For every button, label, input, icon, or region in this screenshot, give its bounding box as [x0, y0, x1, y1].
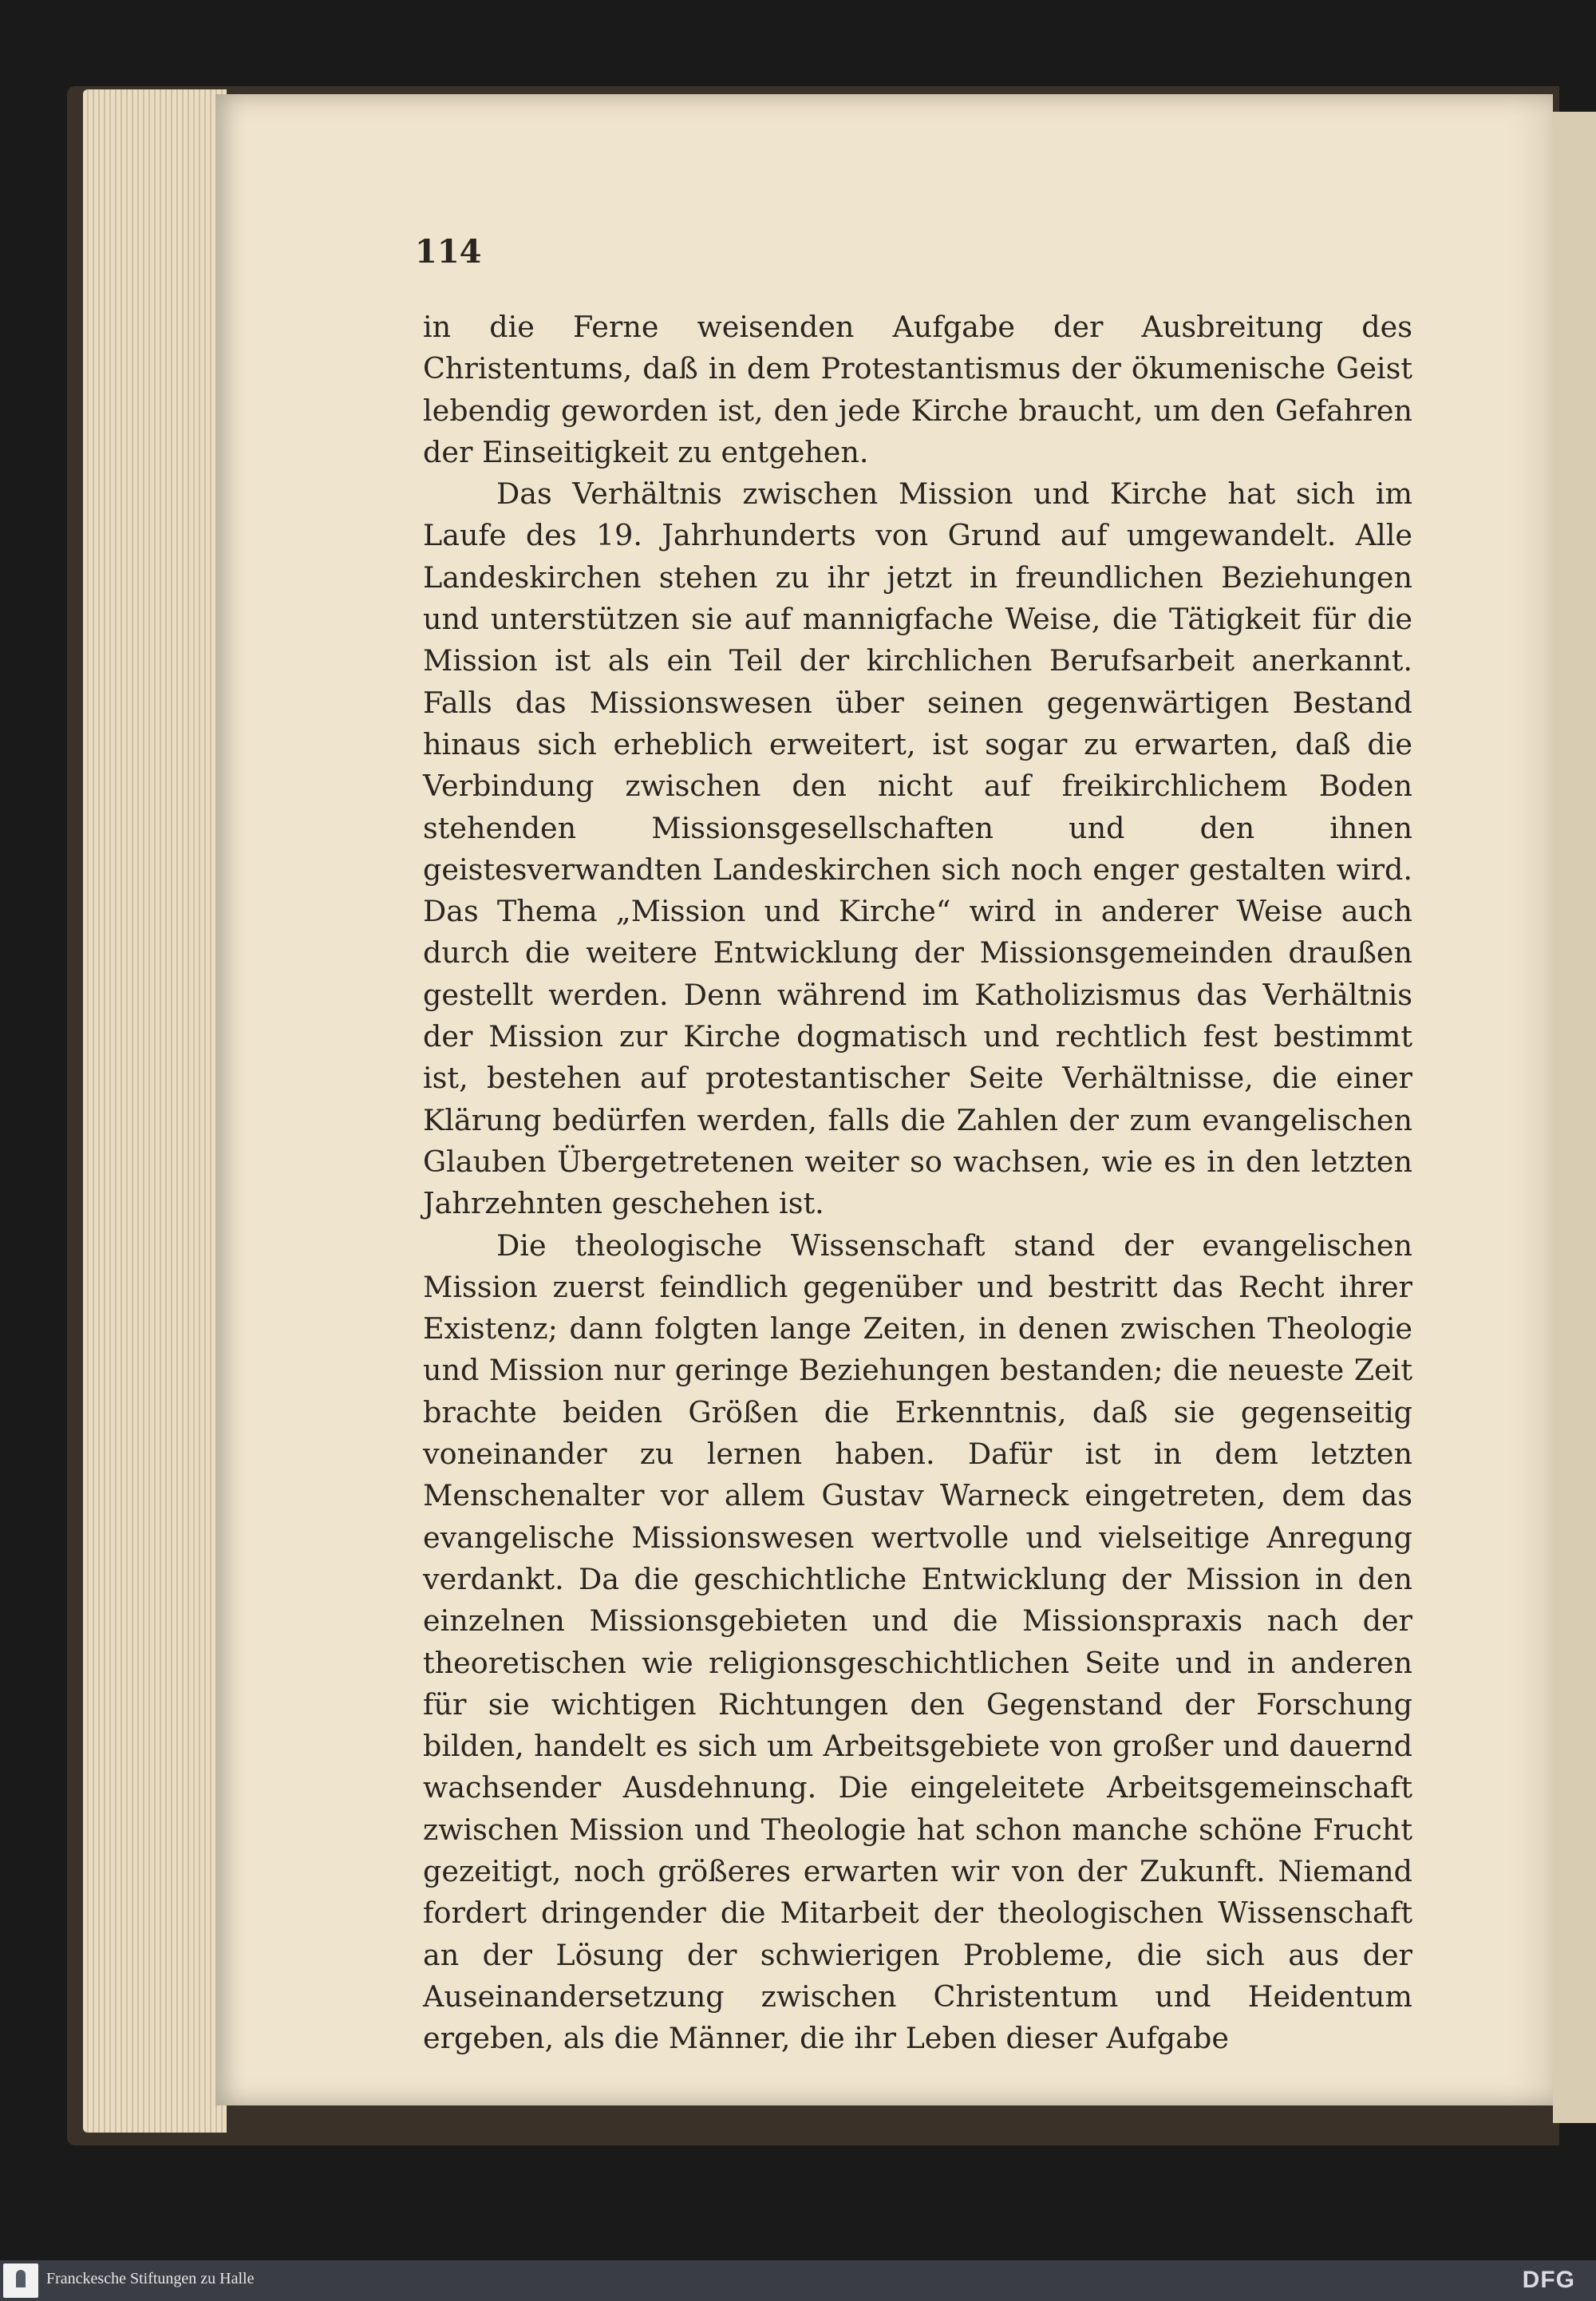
institution-logo-icon — [3, 2263, 38, 2298]
dfg-logo: DFG — [1522, 2267, 1575, 2293]
institution-name: Franckesche Stiftungen zu Halle — [46, 2270, 255, 2287]
paragraph-3: Die theologische Wissenschaft stand der evangelischen Mission zuerst feindlich gegenüber und bestritt das Recht ihrer Existenz; dann folgten lange Zeiten, in denen zwischen Theologie und Mission nur geringe Beziehungen bestanden; die neueste Zeit brachte beiden Größen die Erkenntnis, daß sie gegenseitig voneinander zu lernen haben. Dafür ist in dem letzten Menschenalter vor allem Gustav Warneck eingetreten, dem das evangelische Missionswesen wertvolle und vielseitige Anregung verdankt. Da die geschichtliche Entwicklung der Mission in den einzelnen Missionsgebieten und die Missionspraxis nach der theoretischen wie religionsgeschichtlichen Seite und in anderen für sie wichtigen Richtungen den Gegenstand der Forschung bilden, handelt es sich um Arbeitsgebiete von großer und dauernd wachsender Ausdehnung. Die eingeleitete Arbeitsgemeinschaft zwischen Mission und Theologie hat schon manche schöne Frucht gezeitigt, noch größeres erwarten wir von der Zukunft. Niemand fordert dringender die Mitarbeit der theologischen Wissenschaft an der Lösung der schwierigen Probleme, die sich aus der Auseinandersetzung zwischen Christentum und Heidentum ergeben, als die Männer, die ihr Leben dieser Aufgabe — [423, 1228, 1412, 2056]
viewer-footer-bar — [0, 2260, 1596, 2301]
page-edges — [83, 89, 227, 2133]
paragraph-1: in die Ferne weisenden Aufgabe der Ausbreitung des Christentums, daß in dem Protestantismus der ökumenische Geist lebendig geworden ist, den jede Kirche braucht, um den Gefahren der Einseitigkeit zu entgehen. — [423, 310, 1412, 469]
page-number: 114 — [415, 233, 482, 271]
page-body-text — [423, 306, 1412, 2059]
paragraph-2: Das Verhältnis zwischen Mission und Kirche hat sich im Laufe des 19. Jahrhunderts von Grund auf umgewandelt. Alle Landeskirchen stehen zu ihr jetzt in freundlichen Beziehungen und unterstützen sie auf mannigfache Weise, die Tätigkeit für die Mission ist als ein Teil der kirchlichen Berufsarbeit anerkannt. Falls das Missionswesen über seinen gegenwärtigen Bestand hinaus sich erheblich erweitert, ist sogar zu erwarten, daß die Verbindung zwischen den nicht auf freikirchlichem Boden stehenden Missionsgesellschaften und den ihnen geistesverwandten Landeskirchen sich noch enger gestalten wird. Das Thema „Mission und Kirche“ wird in anderer Weise auch durch die weitere Entwicklung der Missionsgemeinden draußen gestellt werden. Denn während im Katholizismus das Verhältnis der Mission zur Kirche dogmatisch und rechtlich fest bestimmt ist, bestehen auf protestantischer Seite Verhältnisse, die einer Klärung bedürfen werden, falls die Zahlen der zum evangelischen Glauben Übergetretenen weiter so wachsen, wie es in den letzten Jahrzehnten geschehen ist. — [423, 476, 1412, 1221]
next-page-edge — [1553, 112, 1596, 2123]
